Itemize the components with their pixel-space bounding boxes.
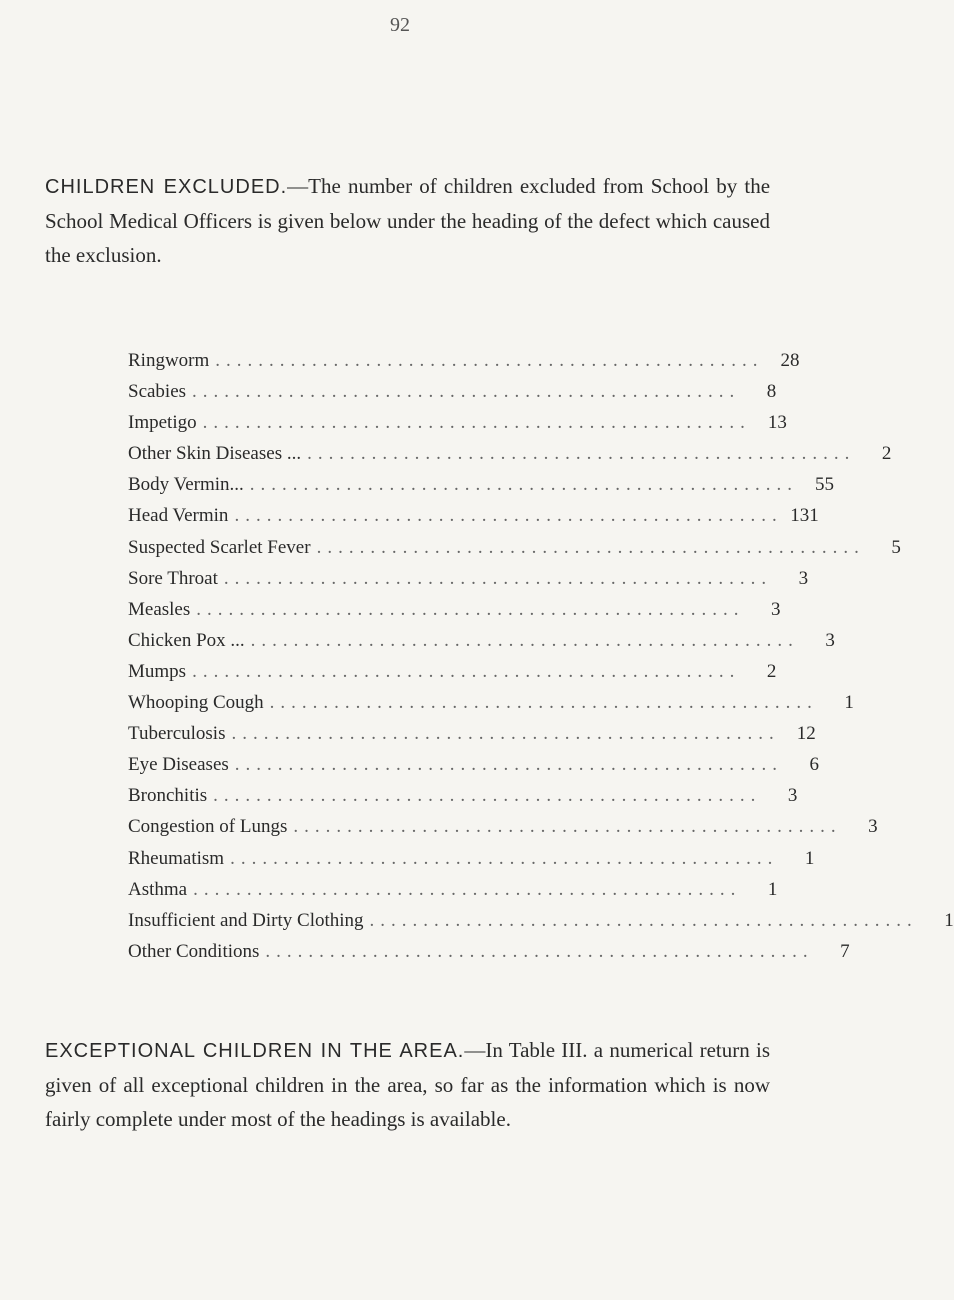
item-label: Mumps <box>128 660 187 682</box>
item-label: Bronchitis <box>128 785 208 807</box>
list-item <box>128 847 815 879</box>
list-item <box>128 567 809 599</box>
item-label: Impetigo <box>128 412 197 434</box>
item-label: Eye Diseases <box>128 754 229 776</box>
list-item <box>128 723 816 754</box>
list-item <box>128 785 798 816</box>
item-label: Whooping Cough <box>128 692 264 714</box>
list-item <box>128 909 954 941</box>
item-value: 12 <box>796 723 816 745</box>
list-item <box>128 878 778 910</box>
item-label: Scabies <box>128 381 187 403</box>
item-value: 2 <box>766 660 777 682</box>
list-item <box>128 412 787 443</box>
leader-dots: ................................................... <box>223 567 773 589</box>
leader-dots: ................................................... <box>196 598 745 620</box>
item-value: 131 <box>790 505 819 527</box>
item-value: 1 <box>767 878 778 900</box>
leader-dots: ................................................... <box>215 350 764 371</box>
item-label: Chicken Pox ... <box>128 629 245 651</box>
exceptional-children-heading: EXCEPTIONAL CHILDREN IN THE AREA. <box>45 1040 465 1062</box>
children-excluded-text: —The number of children excluded from School by the School Medical Officers is given below under the heading of the defect which caused the exclusion. <box>45 174 771 267</box>
leader-dots: ................................................... <box>307 443 856 465</box>
list-item <box>128 443 892 474</box>
item-label: Insufficient and Dirty Clothing <box>128 909 364 931</box>
leader-dots: ................................................... <box>213 785 762 807</box>
list-item <box>128 660 777 692</box>
item-value: 3 <box>798 567 809 589</box>
item-label: Body Vermin... <box>128 474 244 496</box>
item-value: 7 <box>840 940 850 962</box>
leader-dots: ................................................... <box>293 816 842 838</box>
item-value: 6 <box>809 754 820 776</box>
item-value: 13 <box>767 412 787 434</box>
leader-dots: ................................................... <box>231 723 780 745</box>
item-value: 3 <box>825 629 835 651</box>
item-label: Congestion of Lungs <box>128 816 288 838</box>
list-item <box>128 536 901 568</box>
item-value: 3 <box>868 816 878 838</box>
list-item <box>128 816 878 847</box>
item-label: Other Conditions <box>128 940 260 962</box>
leader-dots: ................................................... <box>249 474 799 496</box>
leader-dots: ................................................... <box>192 381 741 403</box>
list-item <box>128 629 835 661</box>
exceptional-children-text: —In Table III. a numerical return is given of all exceptional children in the area, so far as the information which is now fairly complete under most of the headings is available. <box>45 1038 770 1131</box>
item-label: Suspected Scarlet Fever <box>128 536 311 558</box>
leader-dots: ................................................... <box>193 878 742 900</box>
item-value: 28 <box>780 350 800 371</box>
item-value: 8 <box>766 381 777 403</box>
leader-dots: ................................................... <box>192 660 741 682</box>
leader-dots: ................................................... <box>202 412 751 434</box>
item-value: 55 <box>815 474 835 496</box>
list-item <box>128 940 850 972</box>
item-label: Measles <box>128 598 191 620</box>
item-value: 1 <box>944 909 954 931</box>
leader-dots: ................................................... <box>234 754 784 776</box>
list-item <box>128 350 800 381</box>
item-label: Head Vermin <box>128 505 229 527</box>
leader-dots: ................................................... <box>269 692 818 714</box>
list-item <box>128 598 781 630</box>
item-value: 3 <box>771 598 781 620</box>
item-label: Other Skin Diseases ... <box>128 443 302 465</box>
children-excluded-paragraph <box>45 169 770 272</box>
page-number: 92 <box>390 14 410 36</box>
list-item <box>128 754 820 785</box>
list-item <box>128 381 777 412</box>
leader-dots: ................................................... <box>369 909 918 931</box>
item-label: Sore Throat <box>128 567 218 589</box>
children-excluded-heading: CHILDREN EXCLUDED. <box>45 176 288 198</box>
item-label: Rheumatism <box>128 847 225 869</box>
item-value: 5 <box>891 536 901 558</box>
item-value: 2 <box>881 443 892 465</box>
item-value: 1 <box>844 692 854 714</box>
list-item <box>128 505 819 536</box>
leader-dots: ................................................... <box>316 536 865 558</box>
item-label: Ringworm <box>128 350 210 371</box>
exclusion-list <box>128 350 954 972</box>
leader-dots: ................................................... <box>230 847 779 869</box>
leader-dots: ................................................... <box>234 505 783 527</box>
item-value: 3 <box>787 785 798 807</box>
leader-dots: ................................................... <box>250 629 799 651</box>
list-item <box>128 474 835 505</box>
list-item <box>128 692 854 723</box>
item-value: 1 <box>804 847 815 869</box>
exceptional-children-paragraph <box>45 1033 770 1136</box>
item-label: Asthma <box>128 878 188 900</box>
item-label: Tuberculosis <box>128 723 226 745</box>
leader-dots: ................................................... <box>265 940 814 962</box>
